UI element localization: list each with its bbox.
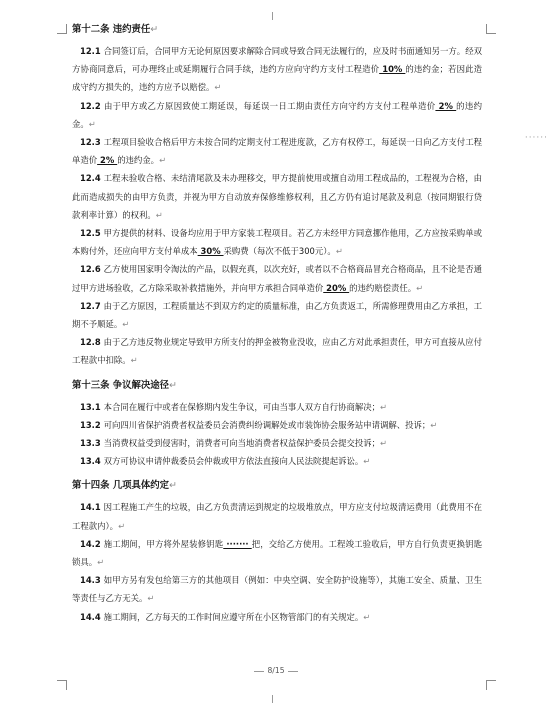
paragraph-mark: ↵ [118, 520, 126, 531]
clause-number: 12.2 [80, 100, 104, 111]
clause-number: 14.4 [80, 611, 104, 622]
clause-paragraph [72, 42, 482, 97]
article-number: 第十四条 [72, 480, 110, 492]
clause-text: 因工程施工产生的垃圾，由乙方负责清运到规定的垃圾堆放点，甲方应支付垃圾清运费用（此费用不在工程款内）。 [72, 502, 482, 531]
clause-number: 14.3 [80, 575, 104, 586]
page-number-total: 15 [274, 666, 285, 675]
clause-text: 采购费（每次不低于300元）。 [223, 246, 336, 257]
clause-number: 12.6 [80, 264, 104, 275]
clause-paragraph [72, 297, 482, 333]
underlined-value: ······· [223, 538, 252, 549]
clause-text: 可向四川省保护消费者权益委员会消费纠纷调解处或市装饰协会服务站申请调解、投诉； [103, 419, 431, 430]
document-body [72, 20, 482, 626]
clause-paragraph [72, 398, 482, 416]
page-footer [0, 666, 552, 675]
article-heading [72, 480, 482, 492]
clause-paragraph [72, 133, 482, 169]
article-title: 几项具体约定 [112, 480, 170, 492]
clause-number: 12.8 [80, 337, 104, 348]
underlined-value: 20% [323, 282, 350, 293]
underlined-value: 10% [379, 64, 406, 75]
clause-text: 合同签订后，合同甲方无论何原因要求解除合同或导致合同无法履行的，应及时书面通知另一方。经双方协商同意后，可办理终止或延期履行合同手续，违约方应向守约方支付工程造价 [72, 46, 482, 75]
underlined-value: 30% [197, 246, 224, 257]
page-number-separator: / [272, 666, 275, 675]
clause-text: 的违约金。 [117, 155, 160, 166]
paragraph-mark: ↵ [88, 118, 96, 129]
paragraph-mark: ↵ [122, 319, 130, 330]
clause-text: 当消费权益受到侵害时，消费者可向当地消费者权益保护委员会提交投诉； [103, 438, 380, 449]
page-margin-tick-bottom [272, 695, 277, 703]
paragraph-mark: ↵ [147, 593, 155, 604]
article-heading [72, 380, 482, 392]
footer-dash [288, 671, 298, 672]
footer-dash [254, 671, 264, 672]
paragraph-mark: ↵ [150, 24, 159, 35]
article-number: 第十三条 [72, 379, 110, 391]
clause-number: 14.1 [80, 502, 104, 513]
clause-number: 14.2 [80, 538, 104, 549]
clause-text: 如甲方另有发包给第三方的其他项目（例如：中央空调、安全防护设施等），其施工安全、质量、卫生等责任与乙方无关。 [72, 575, 482, 604]
clause-number: 13.2 [80, 419, 104, 430]
underlined-value: 2% [97, 155, 118, 166]
clause-text: 把，交给乙方使用。工程竣工验收后，甲方自行负责更换钥匙锁具。 [72, 538, 483, 568]
clause-number: 13.4 [80, 456, 104, 467]
clause-number: 12.3 [80, 137, 104, 148]
paragraph-mark: ↵ [363, 456, 371, 467]
clause-paragraph [72, 608, 482, 626]
paragraph-mark: ↵ [214, 82, 222, 93]
clause-text: 甲方提供的材料、设备均应用于甲方家装工程项目。若乙方未经甲方同意挪作他用，乙方应按采购单或本购付外，还应向甲方支付单成本 [72, 228, 482, 257]
clause-paragraph [72, 260, 482, 296]
article-number: 第十二条 [72, 24, 110, 35]
paragraph-mark: ↵ [379, 438, 387, 449]
paragraph-mark: ↵ [335, 246, 343, 257]
clause-text: 工程项目验收合格后甲方未按合同约定期支付工程进度款，乙方有权停工，每延误一日向乙方支付工程单造价 [72, 137, 482, 166]
clause-number: 13.1 [80, 401, 104, 412]
clause-paragraph [72, 333, 482, 369]
clause-text: 由于乙方违反物业规定导致甲方所支付的押金被物业没收，应由乙方对此承担责任，甲方可直接从应付工程款中扣除。 [72, 337, 482, 366]
clause-number: 12.5 [80, 228, 104, 239]
paragraph-mark: ↵ [416, 282, 424, 293]
paragraph-mark: ↵ [430, 419, 438, 430]
clause-paragraph [72, 416, 482, 434]
clause-text: 工程未验收合格、未结清尾款及未办理移交，甲方提前使用或擅自动用工程成品的，工程视为合格，由此而造成损失的由甲方负责，并视为甲方自动放弃保修维修权利，且乙方仍有追讨尾款及利息（按同期银行贷款利率计算）的权利。 [72, 173, 482, 220]
paragraph-mark: ↵ [363, 611, 371, 622]
page-corner-mark [486, 24, 496, 34]
clause-text: 乙方使用国家明令淘汰的产品，以假充真，以次充好，或者以不合格商品冒充合格商品，且不论是否通过甲方进场验收，乙方除采取补救措施外，并向甲方承担合同单造价 [72, 264, 482, 293]
clause-text: 的违约金。 [72, 100, 482, 129]
page-corner-mark [57, 680, 67, 690]
page-margin-tick-top [272, 12, 277, 20]
clause-number: 12.1 [80, 46, 104, 56]
clause-paragraph [72, 535, 482, 571]
clause-number: 12.4 [80, 173, 104, 184]
clause-paragraph [72, 571, 482, 607]
paragraph-mark: ↵ [169, 379, 177, 391]
clause-text: 本合同在履行中或者在保修期内发生争议，可由当事人双方自行协商解决； [103, 401, 380, 412]
clause-number: 13.3 [80, 438, 104, 449]
margin-dots: ······ [524, 133, 548, 143]
clause-paragraph [72, 452, 482, 470]
article-title: 违约责任 [112, 24, 151, 35]
page-number-current: 8 [267, 666, 273, 675]
paragraph-mark: ↵ [169, 480, 177, 492]
clause-text: 施工期间，甲方将外屋装修钥匙 [103, 538, 224, 549]
paragraph-mark: ↵ [155, 209, 163, 220]
clause-text: 施工期间，乙方每天的工作时间应遵守所在小区物管部门的有关规定。 [103, 611, 364, 622]
clause-paragraph [72, 434, 482, 452]
clause-text: 的违约赔偿责任。 [349, 282, 417, 293]
article-title: 争议解决途径 [112, 379, 170, 391]
underlined-value: 2% [435, 100, 457, 111]
clause-number: 12.7 [80, 300, 104, 311]
clause-paragraph [72, 97, 482, 133]
paragraph-mark: ↵ [379, 401, 387, 412]
clause-text: 双方可协议申请仲裁委员会仲裁或甲方依法直接向人民法院提起诉讼。 [103, 456, 364, 467]
paragraph-mark: ↵ [159, 155, 167, 166]
page-corner-mark [57, 24, 67, 34]
article-heading [72, 24, 482, 36]
clause-text: 由于甲方或乙方原因致使工期延误，每延误一日工期由责任方向守约方支付工程单造价 [103, 100, 436, 111]
clause-paragraph [72, 224, 482, 260]
page-corner-mark [486, 680, 496, 690]
clause-text: 的违约金；若因此造成守约方损失的，违约方应予以赔偿。 [72, 64, 483, 93]
clause-paragraph [72, 169, 482, 224]
clause-text: 由于乙方原因，工程质量达不到双方约定的质量标准，由乙方负责返工，所需修理费用由乙方承担，工期不予顺延。 [72, 300, 482, 330]
paragraph-mark: ↵ [130, 355, 138, 366]
paragraph-mark: ↵ [97, 557, 105, 568]
clause-paragraph [72, 498, 482, 534]
